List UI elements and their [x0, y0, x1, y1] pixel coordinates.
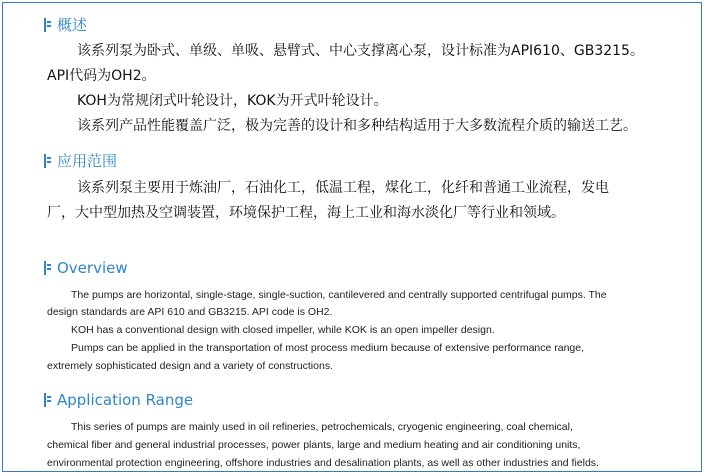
paragraph-line: environmental protection engineering, offshore industries and desalination plants, as well as other industries and fields. [47, 457, 599, 469]
section-title-text: Application Range [57, 391, 194, 409]
paragraph-line: chemical fiber and general industrial processes, power plants, large and medium heating and air conditioning units, [47, 439, 581, 451]
section-marker-icon [43, 392, 53, 408]
section-marker-icon [43, 260, 53, 276]
section-title-overview-zh [43, 14, 87, 35]
paragraph-line: This series of pumps are mainly used in oil refineries, petrochemicals, cryogenic engineering, coal chemical, [71, 421, 573, 433]
paragraph-line: The pumps are horizontal, single-stage, single-suction, cantilevered and centrally supported centrifugal pumps. The [71, 289, 607, 301]
section-title-overview-en [43, 259, 128, 277]
paragraph-line: 该系列泵主要用于炼油厂，石油化工，低温工程，煤化工，化纤和普通工业流程，发电 [77, 180, 609, 196]
document-frame [2, 2, 702, 472]
section-title-application-zh [43, 150, 117, 171]
section-marker-icon [43, 153, 53, 169]
section-marker-icon [43, 17, 53, 33]
paragraph-line: API代码为OH2。 [47, 68, 156, 84]
paragraph-line: extremely sophisticated design and a variety of constructions. [47, 360, 333, 372]
paragraph-line: KOH为常规闭式叶轮设计，KOK为开式叶轮设计。 [77, 93, 388, 109]
section-title-application-en [43, 391, 193, 409]
paragraph-line: 厂，大中型加热及空调装置，环境保护工程，海上工业和海水淡化厂等行业和领域。 [47, 205, 565, 221]
paragraph-line: KOH has a conventional design with closed impeller, while KOK is an open impeller design. [71, 324, 495, 336]
section-title-text: Overview [57, 259, 128, 277]
paragraph-line: Pumps can be applied in the transportation of most process medium because of extensive performance range, [71, 342, 585, 354]
section-title-text: 应用范围 [57, 152, 118, 170]
section-title-text: 概述 [57, 16, 88, 34]
paragraph-line: 该系列泵为卧式、单级、单吸、悬臂式、中心支撑离心泵，设计标准为API610、GB3215。 [77, 43, 644, 59]
paragraph-line: 该系列产品性能覆盖广泛，极为完善的设计和多种结构适用于大多数流程介质的输送工艺。 [77, 118, 637, 134]
paragraph-line: design standards are API 610 and GB3215. API code is OH2. [47, 306, 333, 318]
